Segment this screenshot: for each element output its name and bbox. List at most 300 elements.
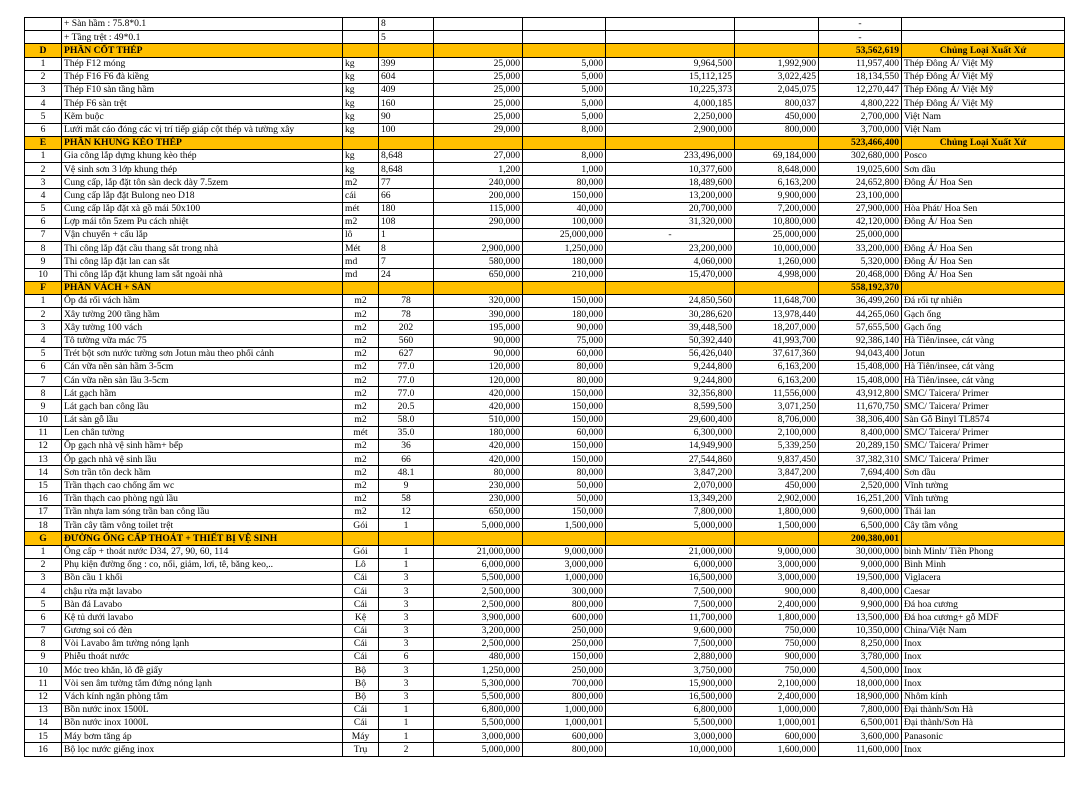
material-total-cell[interactable]: 32,356,800: [606, 387, 735, 400]
grand-total-cell[interactable]: 19,500,000: [819, 571, 902, 584]
material-unit-price-cell[interactable]: 25,000: [434, 57, 523, 70]
row-number-cell[interactable]: 13: [25, 453, 62, 466]
row-number-cell[interactable]: 3: [25, 176, 62, 189]
labor-total-cell[interactable]: 1,000,000: [735, 703, 819, 716]
material-unit-price-cell[interactable]: 5,000,000: [434, 519, 523, 532]
unit-cell[interactable]: m2: [343, 387, 379, 400]
quantity-cell[interactable]: 3: [379, 624, 434, 637]
quantity-cell[interactable]: 8: [379, 242, 434, 255]
material-total-cell[interactable]: -: [606, 229, 735, 242]
quantity-cell[interactable]: 160: [379, 97, 434, 110]
origin-cell[interactable]: [902, 229, 1065, 242]
item-name-cell[interactable]: chậu rửa mặt lavabo: [62, 585, 343, 598]
unit-cell[interactable]: kg: [343, 70, 379, 83]
item-name-cell[interactable]: Thép F10 sàn tầng hầm: [62, 83, 343, 96]
labor-unit-price-cell[interactable]: 180,000: [523, 308, 606, 321]
item-name-cell[interactable]: Thi công lắp đặt cầu thang sắt trong nhà: [62, 242, 343, 255]
labor-total-cell[interactable]: 5,339,250: [735, 440, 819, 453]
material-unit-price-cell[interactable]: 25,000: [434, 97, 523, 110]
material-unit-price-cell[interactable]: 1,250,000: [434, 664, 523, 677]
grand-total-cell[interactable]: 92,386,140: [819, 334, 902, 347]
material-unit-price-cell[interactable]: [434, 136, 523, 149]
origin-cell[interactable]: Việt Nam: [902, 123, 1065, 136]
grand-total-cell[interactable]: 20,289,150: [819, 440, 902, 453]
labor-total-cell[interactable]: 8,648,000: [735, 163, 819, 176]
quantity-cell[interactable]: 77.0: [379, 360, 434, 373]
grand-total-cell[interactable]: 558,192,370: [819, 281, 902, 294]
origin-cell[interactable]: Posco: [902, 149, 1065, 162]
labor-total-cell[interactable]: 7,200,000: [735, 202, 819, 215]
labor-unit-price-cell[interactable]: 80,000: [523, 176, 606, 189]
material-total-cell[interactable]: 20,700,000: [606, 202, 735, 215]
labor-unit-price-cell[interactable]: 300,000: [523, 585, 606, 598]
grand-total-cell[interactable]: 8,250,000: [819, 637, 902, 650]
labor-unit-price-cell[interactable]: 150,000: [523, 505, 606, 518]
material-total-cell[interactable]: [606, 281, 735, 294]
item-name-cell[interactable]: PHẦN VÁCH + SÀN: [62, 281, 343, 294]
material-unit-price-cell[interactable]: 3,900,000: [434, 611, 523, 624]
row-number-cell[interactable]: 4: [25, 97, 62, 110]
material-total-cell[interactable]: 2,070,000: [606, 479, 735, 492]
item-name-cell[interactable]: Vòi Lavabo âm tường nóng lạnh: [62, 637, 343, 650]
labor-unit-price-cell[interactable]: 90,000: [523, 321, 606, 334]
labor-unit-price-cell[interactable]: 80,000: [523, 466, 606, 479]
grand-total-cell[interactable]: 30,000,000: [819, 545, 902, 558]
quantity-cell[interactable]: 78: [379, 294, 434, 307]
grand-total-cell[interactable]: 33,200,000: [819, 242, 902, 255]
material-unit-price-cell[interactable]: 120,000: [434, 360, 523, 373]
material-total-cell[interactable]: 9,244,800: [606, 374, 735, 387]
grand-total-cell[interactable]: 523,466,400: [819, 136, 902, 149]
item-name-cell[interactable]: Tô tường vữa mác 75: [62, 334, 343, 347]
grand-total-cell[interactable]: 27,900,000: [819, 202, 902, 215]
labor-total-cell[interactable]: 6,163,200: [735, 176, 819, 189]
quantity-cell[interactable]: 627: [379, 347, 434, 360]
grand-total-cell[interactable]: 3,780,000: [819, 651, 902, 664]
origin-cell[interactable]: [902, 31, 1065, 44]
origin-cell[interactable]: Bình Minh: [902, 558, 1065, 571]
origin-cell[interactable]: Vĩnh tường: [902, 479, 1065, 492]
quantity-cell[interactable]: 3: [379, 571, 434, 584]
row-number-cell[interactable]: 3: [25, 321, 62, 334]
material-total-cell[interactable]: 4,000,185: [606, 97, 735, 110]
item-name-cell[interactable]: Móc treo khăn, lô đề giấy: [62, 664, 343, 677]
material-total-cell[interactable]: 3,750,000: [606, 664, 735, 677]
labor-unit-price-cell[interactable]: 600,000: [523, 611, 606, 624]
row-number-cell[interactable]: 11: [25, 677, 62, 690]
labor-total-cell[interactable]: 8,706,000: [735, 413, 819, 426]
labor-total-cell[interactable]: 3,071,250: [735, 400, 819, 413]
quantity-cell[interactable]: 9: [379, 479, 434, 492]
unit-cell[interactable]: m2: [343, 347, 379, 360]
labor-unit-price-cell[interactable]: 150,000: [523, 651, 606, 664]
unit-cell[interactable]: [343, 532, 379, 545]
origin-cell[interactable]: Sơn dầu: [902, 163, 1065, 176]
grand-total-cell[interactable]: 2,520,000: [819, 479, 902, 492]
material-total-cell[interactable]: 7,500,000: [606, 585, 735, 598]
item-name-cell[interactable]: Vách kính ngăn phòng tắm: [62, 690, 343, 703]
item-name-cell[interactable]: Bồn nước inox 1500L: [62, 703, 343, 716]
item-name-cell[interactable]: Thép F16 F6 đà kiềng: [62, 70, 343, 83]
quantity-cell[interactable]: 3: [379, 677, 434, 690]
row-number-cell[interactable]: E: [25, 136, 62, 149]
labor-total-cell[interactable]: 11,556,000: [735, 387, 819, 400]
labor-unit-price-cell[interactable]: 1,000,001: [523, 716, 606, 729]
grand-total-cell[interactable]: 20,468,000: [819, 268, 902, 281]
item-name-cell[interactable]: Bồn cầu 1 khối: [62, 571, 343, 584]
row-number-cell[interactable]: 7: [25, 624, 62, 637]
material-unit-price-cell[interactable]: 230,000: [434, 492, 523, 505]
row-number-cell[interactable]: F: [25, 281, 62, 294]
material-total-cell[interactable]: 7,500,000: [606, 598, 735, 611]
origin-cell[interactable]: SMC/ Taicera/ Primer: [902, 400, 1065, 413]
material-total-cell[interactable]: 10,377,600: [606, 163, 735, 176]
material-unit-price-cell[interactable]: 3,000,000: [434, 730, 523, 743]
unit-cell[interactable]: m2: [343, 374, 379, 387]
material-total-cell[interactable]: [606, 136, 735, 149]
labor-unit-price-cell[interactable]: 5,000: [523, 83, 606, 96]
labor-unit-price-cell[interactable]: [523, 532, 606, 545]
origin-cell[interactable]: Hà Tiên/insee, cát vàng: [902, 360, 1065, 373]
origin-cell[interactable]: SMC/ Taicera/ Primer: [902, 426, 1065, 439]
labor-total-cell[interactable]: 1,000,001: [735, 716, 819, 729]
row-number-cell[interactable]: 5: [25, 347, 62, 360]
quantity-cell[interactable]: 1: [379, 703, 434, 716]
material-unit-price-cell[interactable]: 25,000: [434, 83, 523, 96]
row-number-cell[interactable]: 1: [25, 545, 62, 558]
labor-total-cell[interactable]: 69,184,000: [735, 149, 819, 162]
unit-cell[interactable]: mét: [343, 202, 379, 215]
material-unit-price-cell[interactable]: 5,500,000: [434, 716, 523, 729]
labor-total-cell[interactable]: 750,000: [735, 637, 819, 650]
material-unit-price-cell[interactable]: 90,000: [434, 347, 523, 360]
quantity-cell[interactable]: 66: [379, 453, 434, 466]
material-total-cell[interactable]: 14,949,900: [606, 440, 735, 453]
material-total-cell[interactable]: 56,426,040: [606, 347, 735, 360]
material-total-cell[interactable]: 5,000,000: [606, 519, 735, 532]
material-unit-price-cell[interactable]: 2,500,000: [434, 598, 523, 611]
grand-total-cell[interactable]: 16,251,200: [819, 492, 902, 505]
labor-total-cell[interactable]: 2,902,000: [735, 492, 819, 505]
material-unit-price-cell[interactable]: 420,000: [434, 387, 523, 400]
quantity-cell[interactable]: 5: [379, 31, 434, 44]
origin-cell[interactable]: Đá hoa cương: [902, 598, 1065, 611]
material-total-cell[interactable]: 8,599,500: [606, 400, 735, 413]
grand-total-cell[interactable]: 19,025,600: [819, 163, 902, 176]
labor-total-cell[interactable]: 600,000: [735, 730, 819, 743]
quantity-cell[interactable]: 35.0: [379, 426, 434, 439]
item-name-cell[interactable]: Cán vữa nền sàn hầm 3-5cm: [62, 360, 343, 373]
unit-cell[interactable]: Gói: [343, 519, 379, 532]
item-name-cell[interactable]: + Sàn hầm : 75.8*0.1: [62, 18, 343, 31]
material-total-cell[interactable]: [606, 532, 735, 545]
grand-total-cell[interactable]: 37,382,310: [819, 453, 902, 466]
labor-total-cell[interactable]: 2,400,000: [735, 690, 819, 703]
material-total-cell[interactable]: 3,000,000: [606, 730, 735, 743]
quantity-cell[interactable]: 1: [379, 519, 434, 532]
grand-total-cell[interactable]: 15,408,000: [819, 374, 902, 387]
labor-unit-price-cell[interactable]: 150,000: [523, 400, 606, 413]
material-unit-price-cell[interactable]: [434, 229, 523, 242]
unit-cell[interactable]: Trụ: [343, 743, 379, 756]
unit-cell[interactable]: m2: [343, 479, 379, 492]
origin-cell[interactable]: Caesar: [902, 585, 1065, 598]
material-total-cell[interactable]: 39,448,500: [606, 321, 735, 334]
material-unit-price-cell[interactable]: 290,000: [434, 215, 523, 228]
unit-cell[interactable]: [343, 136, 379, 149]
labor-unit-price-cell[interactable]: 1,500,000: [523, 519, 606, 532]
origin-cell[interactable]: Inox: [902, 651, 1065, 664]
item-name-cell[interactable]: Cung cấp, lắp đặt tôn sàn deck dày 7.5zem: [62, 176, 343, 189]
material-total-cell[interactable]: 233,496,000: [606, 149, 735, 162]
item-name-cell[interactable]: Xây tường 100 vách: [62, 321, 343, 334]
grand-total-cell[interactable]: 15,408,000: [819, 360, 902, 373]
material-unit-price-cell[interactable]: [434, 18, 523, 31]
material-unit-price-cell[interactable]: 25,000: [434, 70, 523, 83]
row-number-cell[interactable]: 12: [25, 690, 62, 703]
material-total-cell[interactable]: 15,900,000: [606, 677, 735, 690]
row-number-cell[interactable]: 15: [25, 730, 62, 743]
material-total-cell[interactable]: [606, 18, 735, 31]
grand-total-cell[interactable]: 18,900,000: [819, 690, 902, 703]
unit-cell[interactable]: Mét: [343, 242, 379, 255]
item-name-cell[interactable]: Lợp mái tôn 5zem Pu cách nhiệt: [62, 215, 343, 228]
quantity-cell[interactable]: 66: [379, 189, 434, 202]
quantity-cell[interactable]: 48.1: [379, 466, 434, 479]
item-name-cell[interactable]: Phiễu thoát nước: [62, 651, 343, 664]
row-number-cell[interactable]: 6: [25, 360, 62, 373]
quantity-cell[interactable]: 77.0: [379, 374, 434, 387]
grand-total-cell[interactable]: -: [819, 31, 902, 44]
material-total-cell[interactable]: 13,349,200: [606, 492, 735, 505]
labor-total-cell[interactable]: 2,045,075: [735, 83, 819, 96]
item-name-cell[interactable]: Thép F12 móng: [62, 57, 343, 70]
material-unit-price-cell[interactable]: 80,000: [434, 466, 523, 479]
grand-total-cell[interactable]: 6,500,000: [819, 519, 902, 532]
grand-total-cell[interactable]: 94,043,400: [819, 347, 902, 360]
unit-cell[interactable]: Bộ: [343, 690, 379, 703]
quantity-cell[interactable]: 3: [379, 611, 434, 624]
labor-unit-price-cell[interactable]: 150,000: [523, 189, 606, 202]
grand-total-cell[interactable]: 8,400,000: [819, 585, 902, 598]
quantity-cell[interactable]: 1: [379, 730, 434, 743]
material-total-cell[interactable]: 4,060,000: [606, 255, 735, 268]
unit-cell[interactable]: mét: [343, 426, 379, 439]
origin-cell[interactable]: [902, 532, 1065, 545]
origin-cell[interactable]: Viglacera: [902, 571, 1065, 584]
material-unit-price-cell[interactable]: 200,000: [434, 189, 523, 202]
unit-cell[interactable]: m2: [343, 308, 379, 321]
row-number-cell[interactable]: 18: [25, 519, 62, 532]
quantity-cell[interactable]: 78: [379, 308, 434, 321]
grand-total-cell[interactable]: 13,500,000: [819, 611, 902, 624]
unit-cell[interactable]: kg: [343, 123, 379, 136]
origin-cell[interactable]: Đá rối tự nhiên: [902, 294, 1065, 307]
grand-total-cell[interactable]: 43,912,800: [819, 387, 902, 400]
material-unit-price-cell[interactable]: 5,500,000: [434, 571, 523, 584]
grand-total-cell[interactable]: 8,400,000: [819, 426, 902, 439]
grand-total-cell[interactable]: 4,800,222: [819, 97, 902, 110]
quantity-cell[interactable]: 1: [379, 558, 434, 571]
quantity-cell[interactable]: 399: [379, 57, 434, 70]
grand-total-cell[interactable]: 6,500,001: [819, 716, 902, 729]
row-number-cell[interactable]: 8: [25, 637, 62, 650]
origin-cell[interactable]: Đại thành/Sơn Hà: [902, 716, 1065, 729]
grand-total-cell[interactable]: 9,000,000: [819, 558, 902, 571]
unit-cell[interactable]: m2: [343, 321, 379, 334]
material-total-cell[interactable]: 24,850,560: [606, 294, 735, 307]
row-number-cell[interactable]: 1: [25, 57, 62, 70]
item-name-cell[interactable]: Trần thạch cao chống ẩm wc: [62, 479, 343, 492]
material-total-cell[interactable]: 7,500,000: [606, 637, 735, 650]
grand-total-cell[interactable]: 7,694,400: [819, 466, 902, 479]
origin-cell[interactable]: Sơn dầu: [902, 466, 1065, 479]
material-unit-price-cell[interactable]: 390,000: [434, 308, 523, 321]
material-total-cell[interactable]: 6,800,000: [606, 703, 735, 716]
labor-total-cell[interactable]: 1,800,000: [735, 505, 819, 518]
labor-total-cell[interactable]: 37,617,360: [735, 347, 819, 360]
labor-total-cell[interactable]: 9,900,000: [735, 189, 819, 202]
origin-cell[interactable]: Đá hoa cương+ gỗ MDF: [902, 611, 1065, 624]
grand-total-cell[interactable]: 9,900,000: [819, 598, 902, 611]
material-unit-price-cell[interactable]: 5,300,000: [434, 677, 523, 690]
labor-unit-price-cell[interactable]: 1,250,000: [523, 242, 606, 255]
quantity-cell[interactable]: 3: [379, 637, 434, 650]
row-number-cell[interactable]: 13: [25, 703, 62, 716]
origin-cell[interactable]: Chủng Loại Xuất Xứ: [902, 136, 1065, 149]
material-total-cell[interactable]: 50,392,440: [606, 334, 735, 347]
material-unit-price-cell[interactable]: [434, 31, 523, 44]
origin-cell[interactable]: Đông Á/ Hoa Sen: [902, 242, 1065, 255]
material-unit-price-cell[interactable]: 420,000: [434, 440, 523, 453]
origin-cell[interactable]: Thép Đông Á/ Việt Mỹ: [902, 97, 1065, 110]
unit-cell[interactable]: m2: [343, 466, 379, 479]
origin-cell[interactable]: Chủng Loại Xuất Xứ: [902, 44, 1065, 57]
row-number-cell[interactable]: 17: [25, 505, 62, 518]
origin-cell[interactable]: Cây tầm vông: [902, 519, 1065, 532]
labor-total-cell[interactable]: 9,000,000: [735, 545, 819, 558]
material-unit-price-cell[interactable]: 2,900,000: [434, 242, 523, 255]
unit-cell[interactable]: [343, 44, 379, 57]
quantity-cell[interactable]: 604: [379, 70, 434, 83]
quantity-cell[interactable]: 100: [379, 123, 434, 136]
labor-total-cell[interactable]: 2,100,000: [735, 426, 819, 439]
labor-total-cell[interactable]: 800,000: [735, 123, 819, 136]
unit-cell[interactable]: kg: [343, 83, 379, 96]
quantity-cell[interactable]: 3: [379, 690, 434, 703]
labor-total-cell[interactable]: 1,800,000: [735, 611, 819, 624]
unit-cell[interactable]: Bộ: [343, 677, 379, 690]
item-name-cell[interactable]: Ống cấp + thoát nước D34, 27, 90, 60, 114: [62, 545, 343, 558]
material-unit-price-cell[interactable]: [434, 281, 523, 294]
origin-cell[interactable]: Hà Tiên/insee, cát vàng: [902, 374, 1065, 387]
quantity-cell[interactable]: 1: [379, 229, 434, 242]
material-total-cell[interactable]: 5,500,000: [606, 716, 735, 729]
material-unit-price-cell[interactable]: 2,500,000: [434, 585, 523, 598]
row-number-cell[interactable]: 10: [25, 413, 62, 426]
item-name-cell[interactable]: Bồn nước inox 1000L: [62, 716, 343, 729]
labor-total-cell[interactable]: [735, 281, 819, 294]
row-number-cell[interactable]: 11: [25, 426, 62, 439]
unit-cell[interactable]: [343, 31, 379, 44]
quantity-cell[interactable]: 77: [379, 176, 434, 189]
labor-unit-price-cell[interactable]: 75,000: [523, 334, 606, 347]
origin-cell[interactable]: Đại thành/Sơn Hà: [902, 703, 1065, 716]
unit-cell[interactable]: Cái: [343, 716, 379, 729]
material-unit-price-cell[interactable]: 510,000: [434, 413, 523, 426]
origin-cell[interactable]: [902, 18, 1065, 31]
origin-cell[interactable]: Vĩnh tường: [902, 492, 1065, 505]
material-total-cell[interactable]: [606, 44, 735, 57]
row-number-cell[interactable]: 8: [25, 387, 62, 400]
row-number-cell[interactable]: 4: [25, 189, 62, 202]
quantity-cell[interactable]: 108: [379, 215, 434, 228]
quantity-cell[interactable]: 58: [379, 492, 434, 505]
row-number-cell[interactable]: 5: [25, 202, 62, 215]
row-number-cell[interactable]: 5: [25, 598, 62, 611]
unit-cell[interactable]: [343, 281, 379, 294]
labor-total-cell[interactable]: 25,000,000: [735, 229, 819, 242]
labor-total-cell[interactable]: 750,000: [735, 624, 819, 637]
quantity-cell[interactable]: 3: [379, 598, 434, 611]
labor-unit-price-cell[interactable]: 800,000: [523, 690, 606, 703]
labor-total-cell[interactable]: 1,600,000: [735, 743, 819, 756]
material-total-cell[interactable]: 11,700,000: [606, 611, 735, 624]
row-number-cell[interactable]: 16: [25, 743, 62, 756]
item-name-cell[interactable]: + Tầng trệt : 49*0.1: [62, 31, 343, 44]
origin-cell[interactable]: Hà Tiên/insee, cát vàng: [902, 334, 1065, 347]
grand-total-cell[interactable]: 11,670,750: [819, 400, 902, 413]
labor-total-cell[interactable]: 18,207,000: [735, 321, 819, 334]
labor-unit-price-cell[interactable]: 60,000: [523, 347, 606, 360]
item-name-cell[interactable]: Lát sàn gỗ lầu: [62, 413, 343, 426]
labor-total-cell[interactable]: 3,000,000: [735, 558, 819, 571]
unit-cell[interactable]: m2: [343, 360, 379, 373]
labor-total-cell[interactable]: 900,000: [735, 651, 819, 664]
item-name-cell[interactable]: Trần thạch cao phòng ngủ lầu: [62, 492, 343, 505]
unit-cell[interactable]: Gói: [343, 545, 379, 558]
origin-cell[interactable]: Panasonic: [902, 730, 1065, 743]
quantity-cell[interactable]: 8,648: [379, 163, 434, 176]
unit-cell[interactable]: Lô: [343, 558, 379, 571]
origin-cell[interactable]: Thép Đông Á/ Việt Mỹ: [902, 57, 1065, 70]
labor-total-cell[interactable]: 2,400,000: [735, 598, 819, 611]
material-total-cell[interactable]: 23,200,000: [606, 242, 735, 255]
material-unit-price-cell[interactable]: 6,800,000: [434, 703, 523, 716]
item-name-cell[interactable]: Trần nhựa lam sóng trần ban công lầu: [62, 505, 343, 518]
unit-cell[interactable]: kg: [343, 97, 379, 110]
labor-total-cell[interactable]: [735, 18, 819, 31]
item-name-cell[interactable]: Xây tường 200 tầng hầm: [62, 308, 343, 321]
material-unit-price-cell[interactable]: 1,200: [434, 163, 523, 176]
row-number-cell[interactable]: 10: [25, 268, 62, 281]
grand-total-cell[interactable]: 36,499,260: [819, 294, 902, 307]
material-unit-price-cell[interactable]: 115,000: [434, 202, 523, 215]
material-unit-price-cell[interactable]: 29,000: [434, 123, 523, 136]
unit-cell[interactable]: m2: [343, 176, 379, 189]
quantity-cell[interactable]: 3: [379, 664, 434, 677]
item-name-cell[interactable]: ĐƯỜNG ỐNG CẤP THOÁT + THIẾT BỊ VỆ SINH: [62, 532, 343, 545]
quantity-cell[interactable]: [379, 136, 434, 149]
unit-cell[interactable]: m2: [343, 413, 379, 426]
row-number-cell[interactable]: 14: [25, 716, 62, 729]
row-number-cell[interactable]: 2: [25, 558, 62, 571]
material-unit-price-cell[interactable]: 6,000,000: [434, 558, 523, 571]
item-name-cell[interactable]: Ốp đá rối vách hầm: [62, 294, 343, 307]
unit-cell[interactable]: m2: [343, 334, 379, 347]
quantity-cell[interactable]: 24: [379, 268, 434, 281]
grand-total-cell[interactable]: 3,600,000: [819, 730, 902, 743]
